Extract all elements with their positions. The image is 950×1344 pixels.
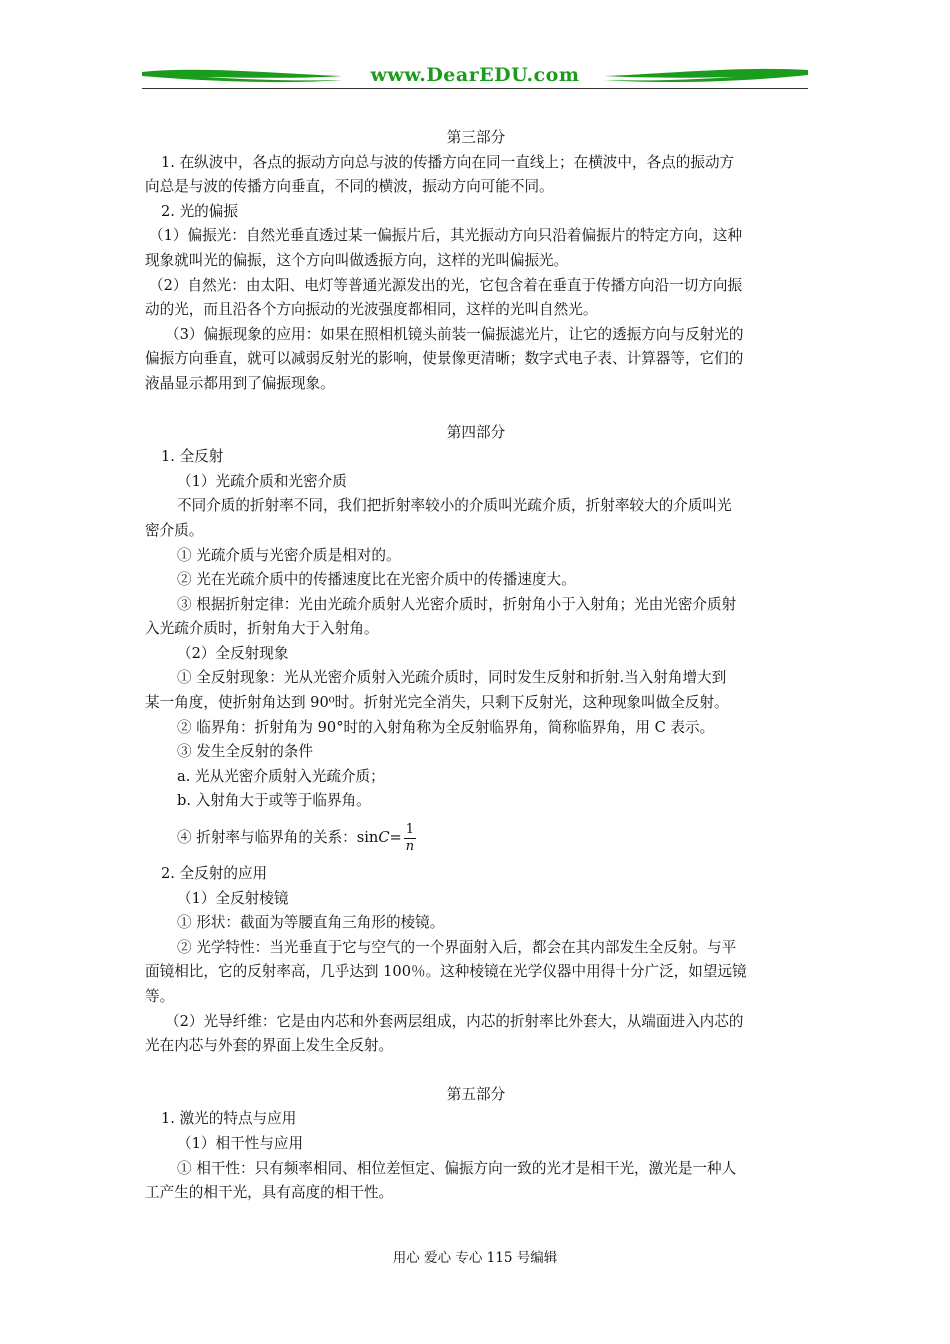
formula-equals: = [389, 828, 402, 846]
paragraph: （2）光导纤维：它是由内芯和外套两层组成，内芯的折射率比外套大，从端面进入内芯的 [165, 1012, 744, 1030]
list-item: ② 临界角：折射角为 90°时的入射角称为全反射临界角，简称临界角，用 C 表示。 [177, 718, 715, 736]
site-header [142, 62, 808, 92]
paragraph: 现象就叫光的偏振，这个方向叫做透振方向，这样的光叫偏振光。 [145, 251, 569, 269]
paragraph: 面镜相比，它的反射率高，几乎达到 100％。这种棱镜在光学仪器中用得十分广泛，如望远镜 [145, 963, 747, 981]
list-item: ③ 发生全反射的条件 [177, 743, 313, 761]
list-item: ② 光学特性：当光垂直于它与空气的一个界面射入后，都会在其内部发生全反射。与平 [177, 938, 737, 956]
formula-label: ④ 折射率与临界角的关系：sin [177, 828, 379, 846]
paragraph: 2. 光的偏振 [161, 202, 238, 220]
paragraph: 等。 [145, 988, 175, 1005]
section-title-3: 第三部分 [446, 129, 506, 146]
section-title-5: 第五部分 [446, 1085, 506, 1103]
paragraph: （1）光疏介质和光密介质 [177, 472, 347, 490]
paragraph: 偏振方向垂直，就可以减弱反射光的影响，使景像更清晰；数字式电子表、计算器等，它们的 [145, 350, 744, 368]
page-footer: 用心 爱心 专心 115 号编辑 [392, 1250, 558, 1266]
paragraph: （2）全反射现象 [177, 644, 289, 662]
paragraph: 工产生的相干光，具有高度的相干性。 [145, 1184, 394, 1202]
header-rule [142, 88, 808, 89]
formula-line [145, 814, 807, 862]
paragraph: 光在内芯与外套的界面上发生全反射。 [145, 1037, 394, 1055]
paragraph: 1. 激光的特点与应用 [161, 1110, 297, 1128]
paragraph: 液晶显示都用到了偏振现象。 [145, 374, 335, 392]
fraction-numerator: 1 [404, 822, 416, 839]
list-item: a. 光从光密介质射入光疏介质； [177, 767, 385, 785]
section-title-4: 第四部分 [446, 423, 506, 441]
list-item: ① 全反射现象：光从光密介质射入光疏介质时，同时发生反射和折射.当入射角增大到 [177, 669, 727, 687]
list-item: b. 入射角大于或等于临界角。 [177, 792, 371, 810]
fraction [404, 822, 416, 855]
paragraph: （1）全反射棱镜 [177, 889, 289, 907]
paragraph: 不同介质的折射率不同，我们把折射率较小的介质叫光疏介质，折射率较大的介质叫光 [177, 497, 732, 515]
formula-variable: C [378, 828, 390, 846]
paragraph: 入光疏介质时，折射角大于入射角。 [145, 620, 379, 638]
paragraph: 密介质。 [145, 521, 204, 539]
list-item: ① 相干性：只有频率相同、相位差恒定、偏振方向一致的光才是相干光，激光是一种人 [177, 1159, 737, 1177]
list-item: ① 形状：截面为等腰直角三角形的棱镜。 [177, 914, 445, 932]
paragraph: （2）自然光：由太阳、电灯等普通光源发出的光，它包含着在垂直于传播方向沿一切方向振 [149, 276, 743, 294]
paragraph: 1. 全反射 [161, 448, 224, 466]
list-item: ① 光疏介质与光密介质是相对的。 [177, 546, 401, 564]
paragraph: （1）相干性与应用 [177, 1134, 304, 1152]
list-item: ③ 根据折射定律：光由光疏介质射人光密介质时，折射角小于入射角；光由光密介质射 [177, 595, 737, 613]
paragraph: （1）偏振光：自然光垂直透过某一偏振片后，其光振动方向只沿着偏振片的特定方向，这种 [149, 227, 743, 245]
document-body [145, 126, 807, 1206]
paragraph: 1. 在纵波中，各点的振动方向总与波的传播方向在同一直线上；在横波中，各点的振动方 [161, 153, 735, 171]
paragraph: 向总是与波的传播方向垂直，不同的横波，振动方向可能不同。 [145, 178, 554, 196]
paragraph: 2. 全反射的应用 [161, 865, 268, 883]
paragraph: 动的光，而且沿各个方向振动的光波强度都相同，这样的光叫自然光。 [145, 301, 598, 319]
paragraph: 某一角度，使折射角达到 90⁰时。折射光完全消失，只剩下反射光，这种现象叫做全反射。 [145, 694, 729, 712]
list-item: ② 光在光疏介质中的传播速度比在光密介质中的传播速度大。 [177, 571, 576, 589]
paragraph: （3）偏振现象的应用：如果在照相机镜头前装一偏振滤光片，让它的透振方向与反射光的 [165, 325, 744, 343]
site-logo-text: www.DearEDU.com [370, 64, 580, 86]
fraction-denominator: n [405, 838, 415, 854]
